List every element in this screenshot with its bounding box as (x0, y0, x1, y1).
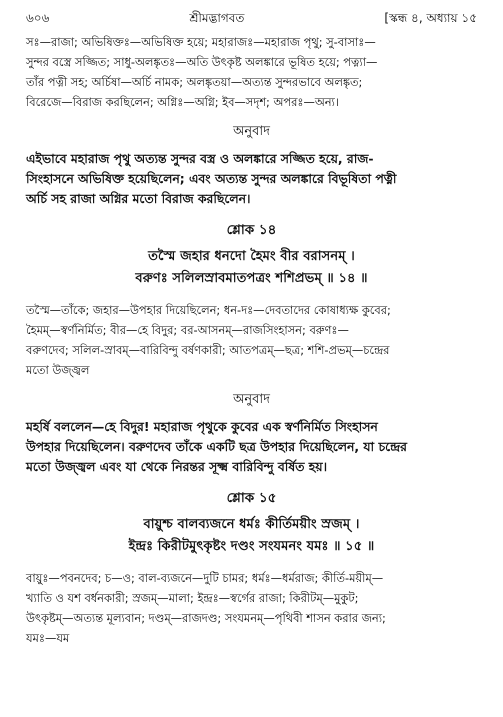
synonyms-section-15 (26, 568, 477, 648)
verse-15-text (26, 514, 477, 558)
spacer (26, 290, 477, 300)
synonyms-line: সঃ—রাজা; অভিষিক্তঃ—অভিষিক্ত হয়ে; মহারাজঃ—মহারাজ পৃথু; সু-বাসাঃ— (26, 35, 376, 49)
synonyms-line: মতো উজ্জ্বল (26, 363, 90, 377)
translation-line: অর্চি সহ রাজা অগ্নির মতো বিরাজ করছিলেন। (26, 191, 251, 206)
translation-section-14 (26, 417, 477, 477)
verse-line: বরুণঃ সলিলস্রাবমাতপত্রং শশিপ্রভম্ ॥ ১৪ ॥ (135, 271, 368, 286)
synonyms-line: বিরেজে—বিরাজ করছিলেন; অগ্নিঃ—অগ্নি; ইব—সদৃশ; অপরঃ—অন্য। (26, 95, 339, 109)
synonyms-line: সুন্দর বস্ত্রে সজ্জিত; সাধু-অলঙ্কৃতঃ—অতি উৎকৃষ্ট অলঙ্কারে ভূষিত হয়ে; পত্ন্যা— (26, 55, 378, 69)
synonyms-section-14 (26, 300, 477, 380)
translation-heading: অনুবাদ (233, 392, 270, 407)
verse-line: বায়ুশ্চ বালব্যজনে ধর্মঃ কীর্তিময়ীং স্রজম্ । (143, 517, 360, 532)
synonyms-line: তস্মৈ—তাঁকে; জহার—উপহার দিয়েছিলেন; ধন-দঃ—দেবতাদের কোষাধ্যক্ষ কুবের; (26, 303, 391, 317)
translation-line: মহর্ষি বললেন—হে বিদুর! মহারাজ পৃথুকে কুবের এক স্বর্ণনির্মিত সিংহাসন (26, 419, 378, 434)
verse-14-text (26, 246, 477, 290)
synonyms-line: হৈমম্—স্বর্ণনির্মিত; বীর—হে বিদুর; বর-আসনম্—রাজসিংহাসন; বরুণঃ— (26, 323, 349, 337)
synonyms-line: খ্যাতি ও যশ বর্ধনকারী; স্রজম্—মালা; ইন্দ্রঃ—স্বর্গের রাজা; কিরীটম্—মুকুট; (26, 591, 359, 605)
book-title: শ্রীমদ্ভাগবত (189, 11, 245, 25)
chapter-reference: [স্কন্ধ ৪, অধ্যায় ১৫ (384, 11, 477, 25)
spacer (26, 558, 477, 568)
verse-15-title: শ্লোক ১৫ (226, 490, 277, 506)
synonyms-line: যমঃ—যম (26, 631, 70, 645)
translation-heading: অনুবাদ (233, 124, 270, 139)
synonyms-section-13 (26, 32, 477, 112)
synonyms-line: বায়ুঃ—পবনদেব; চ—ও; বাল-ব্যজনে—দুটি চামর; ধর্মঃ—ধর্মরাজ; কীর্তি-ময়ীম্— (26, 571, 384, 585)
page-header (26, 10, 477, 32)
translation-line: উপহার দিয়েছিলেন। বরুণদেব তাঁকে একটি ছত্র উপহার দিয়েছিলেন, যা চন্দ্রের (26, 439, 407, 454)
verse-line: তস্মৈ জহার ধনদো হৈমং বীর বরাসনম্ । (148, 249, 355, 264)
page-number: ৬০৬ (26, 11, 50, 25)
translation-line: এইভাবে মহারাজ পৃথু অত্যন্ত সুন্দর বস্ত্র ও অলঙ্কারে সজ্জিত হয়ে, রাজ- (26, 151, 374, 166)
synonyms-line: উৎকৃষ্টম্—অত্যন্ত মূল্যবান; দণ্ডম্—রাজদণ্ড; সংযমনম্—পৃথিবী শাসন করার জন্য; (26, 611, 386, 625)
translation-section-13 (26, 149, 477, 209)
translation-line: মতো উজ্জ্বল এবং যা থেকে নিরন্তর সূক্ষ্ম বারিবিন্দু বর্ষিত হয়। (26, 459, 328, 474)
synonyms-line: তাঁর পত্নী সহ; অর্চিষা—অর্চি নামক; অলঙ্কৃতয়া—অত্যন্ত সুন্দরভাবে অলঙ্কৃত; (26, 75, 363, 89)
verse-14-title: শ্লোক ১৪ (226, 222, 277, 238)
translation-line: সিংহাসনে অভিষিক্ত হয়েছিলেন; এবং অত্যন্ত সুন্দর অলঙ্কারে বিভূষিতা পত্নী (26, 171, 397, 186)
verse-line: ইন্দ্রঃ কিরীটমুৎকৃষ্টং দণ্ডং সংযমনং যমঃ ॥ ১৫ ॥ (128, 539, 375, 554)
synonyms-line: বরুণদেব; সলিল-স্রাবম্—বারিবিন্দু বর্ষণকারী; আতপত্রম্—ছত্র; শশি-প্রভম্—চন্দ্রের (26, 343, 390, 357)
